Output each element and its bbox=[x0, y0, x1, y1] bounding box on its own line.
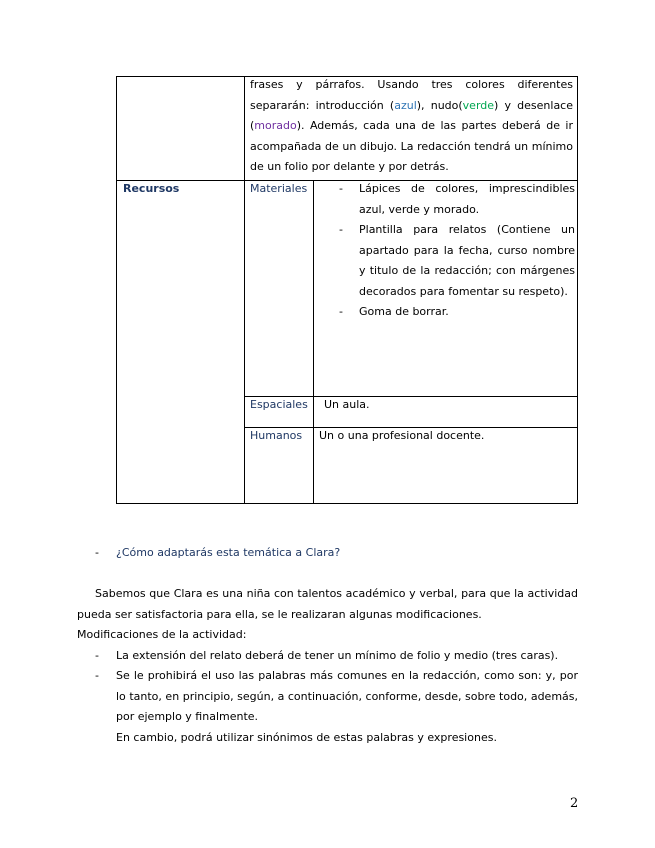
bullet-dash: - bbox=[95, 669, 99, 682]
description-text-4: ). Además, cada una de las partes deberá de ir acompañada de un dibujo. La redacción tendrá un mínimo de un folio por delante y por detrás. bbox=[250, 119, 573, 173]
modification-text: Se le prohibirá el uso las palabras más comunes en la redacción, como son: y, por lo tanto, en principio, según, a continuación, conforme, desde, sobre todo, además, por ejemplo y finalmente. bbox=[116, 669, 578, 723]
materiales-item-text: Goma de borrar. bbox=[359, 305, 449, 318]
bullet-dash: - bbox=[95, 649, 99, 662]
page-number: 2 bbox=[570, 796, 579, 811]
color-azul: azul bbox=[394, 98, 417, 112]
bullet-dash: - bbox=[339, 182, 343, 195]
alternative-sentence: En cambio, podrá utilizar sinónimos de estas palabras y expresiones. bbox=[116, 731, 497, 744]
activity-description bbox=[250, 75, 573, 178]
bullet-dash: - bbox=[95, 546, 99, 559]
color-morado: morado bbox=[254, 119, 297, 132]
modifications-heading: Modificaciones de la actividad: bbox=[77, 628, 247, 641]
bullet-dash: - bbox=[339, 305, 343, 318]
description-text-2: ), nudo( bbox=[416, 98, 463, 112]
description-text-1: frases y párrafos. Usando tres colores diferentes separarán: introducción ( bbox=[250, 78, 573, 112]
espaciales-label: Espaciales bbox=[250, 398, 308, 411]
description-text-3: ) y desenlace ( bbox=[250, 98, 573, 132]
humanos-label: Humanos bbox=[250, 429, 303, 442]
table-col-divider-1 bbox=[244, 77, 245, 503]
resources-table bbox=[116, 76, 578, 504]
modification-text: La extensión del relato deberá de tener un mínimo de folio y medio (tres caras). bbox=[116, 649, 559, 662]
materiales-item-text: Plantilla para relatos (Contiene un apartado para la fecha, curso nombre y titulo de la redacción; con márgenes decorados para fomentar su respeto). bbox=[359, 223, 575, 298]
humanos-value: Un o una profesional docente. bbox=[319, 429, 485, 442]
espaciales-value: Un aula. bbox=[324, 398, 370, 411]
intro-paragraph: Sabemos que Clara es una niña con talentos académico y verbal, para que la actividad pueda ser satisfactoria para ella, se le realizaran algunas modificaciones. bbox=[77, 587, 578, 621]
recursos-label: Recursos bbox=[123, 182, 180, 195]
color-verde: verde bbox=[462, 98, 495, 112]
table-col-divider-2 bbox=[313, 181, 314, 503]
question-heading: ¿Cómo adaptarás esta temática a Clara? bbox=[116, 546, 341, 559]
materiales-item-text: Lápices de colores, imprescindibles azul, verde y morado. bbox=[359, 182, 575, 216]
bullet-dash: - bbox=[339, 223, 343, 236]
materiales-label: Materiales bbox=[250, 182, 308, 195]
